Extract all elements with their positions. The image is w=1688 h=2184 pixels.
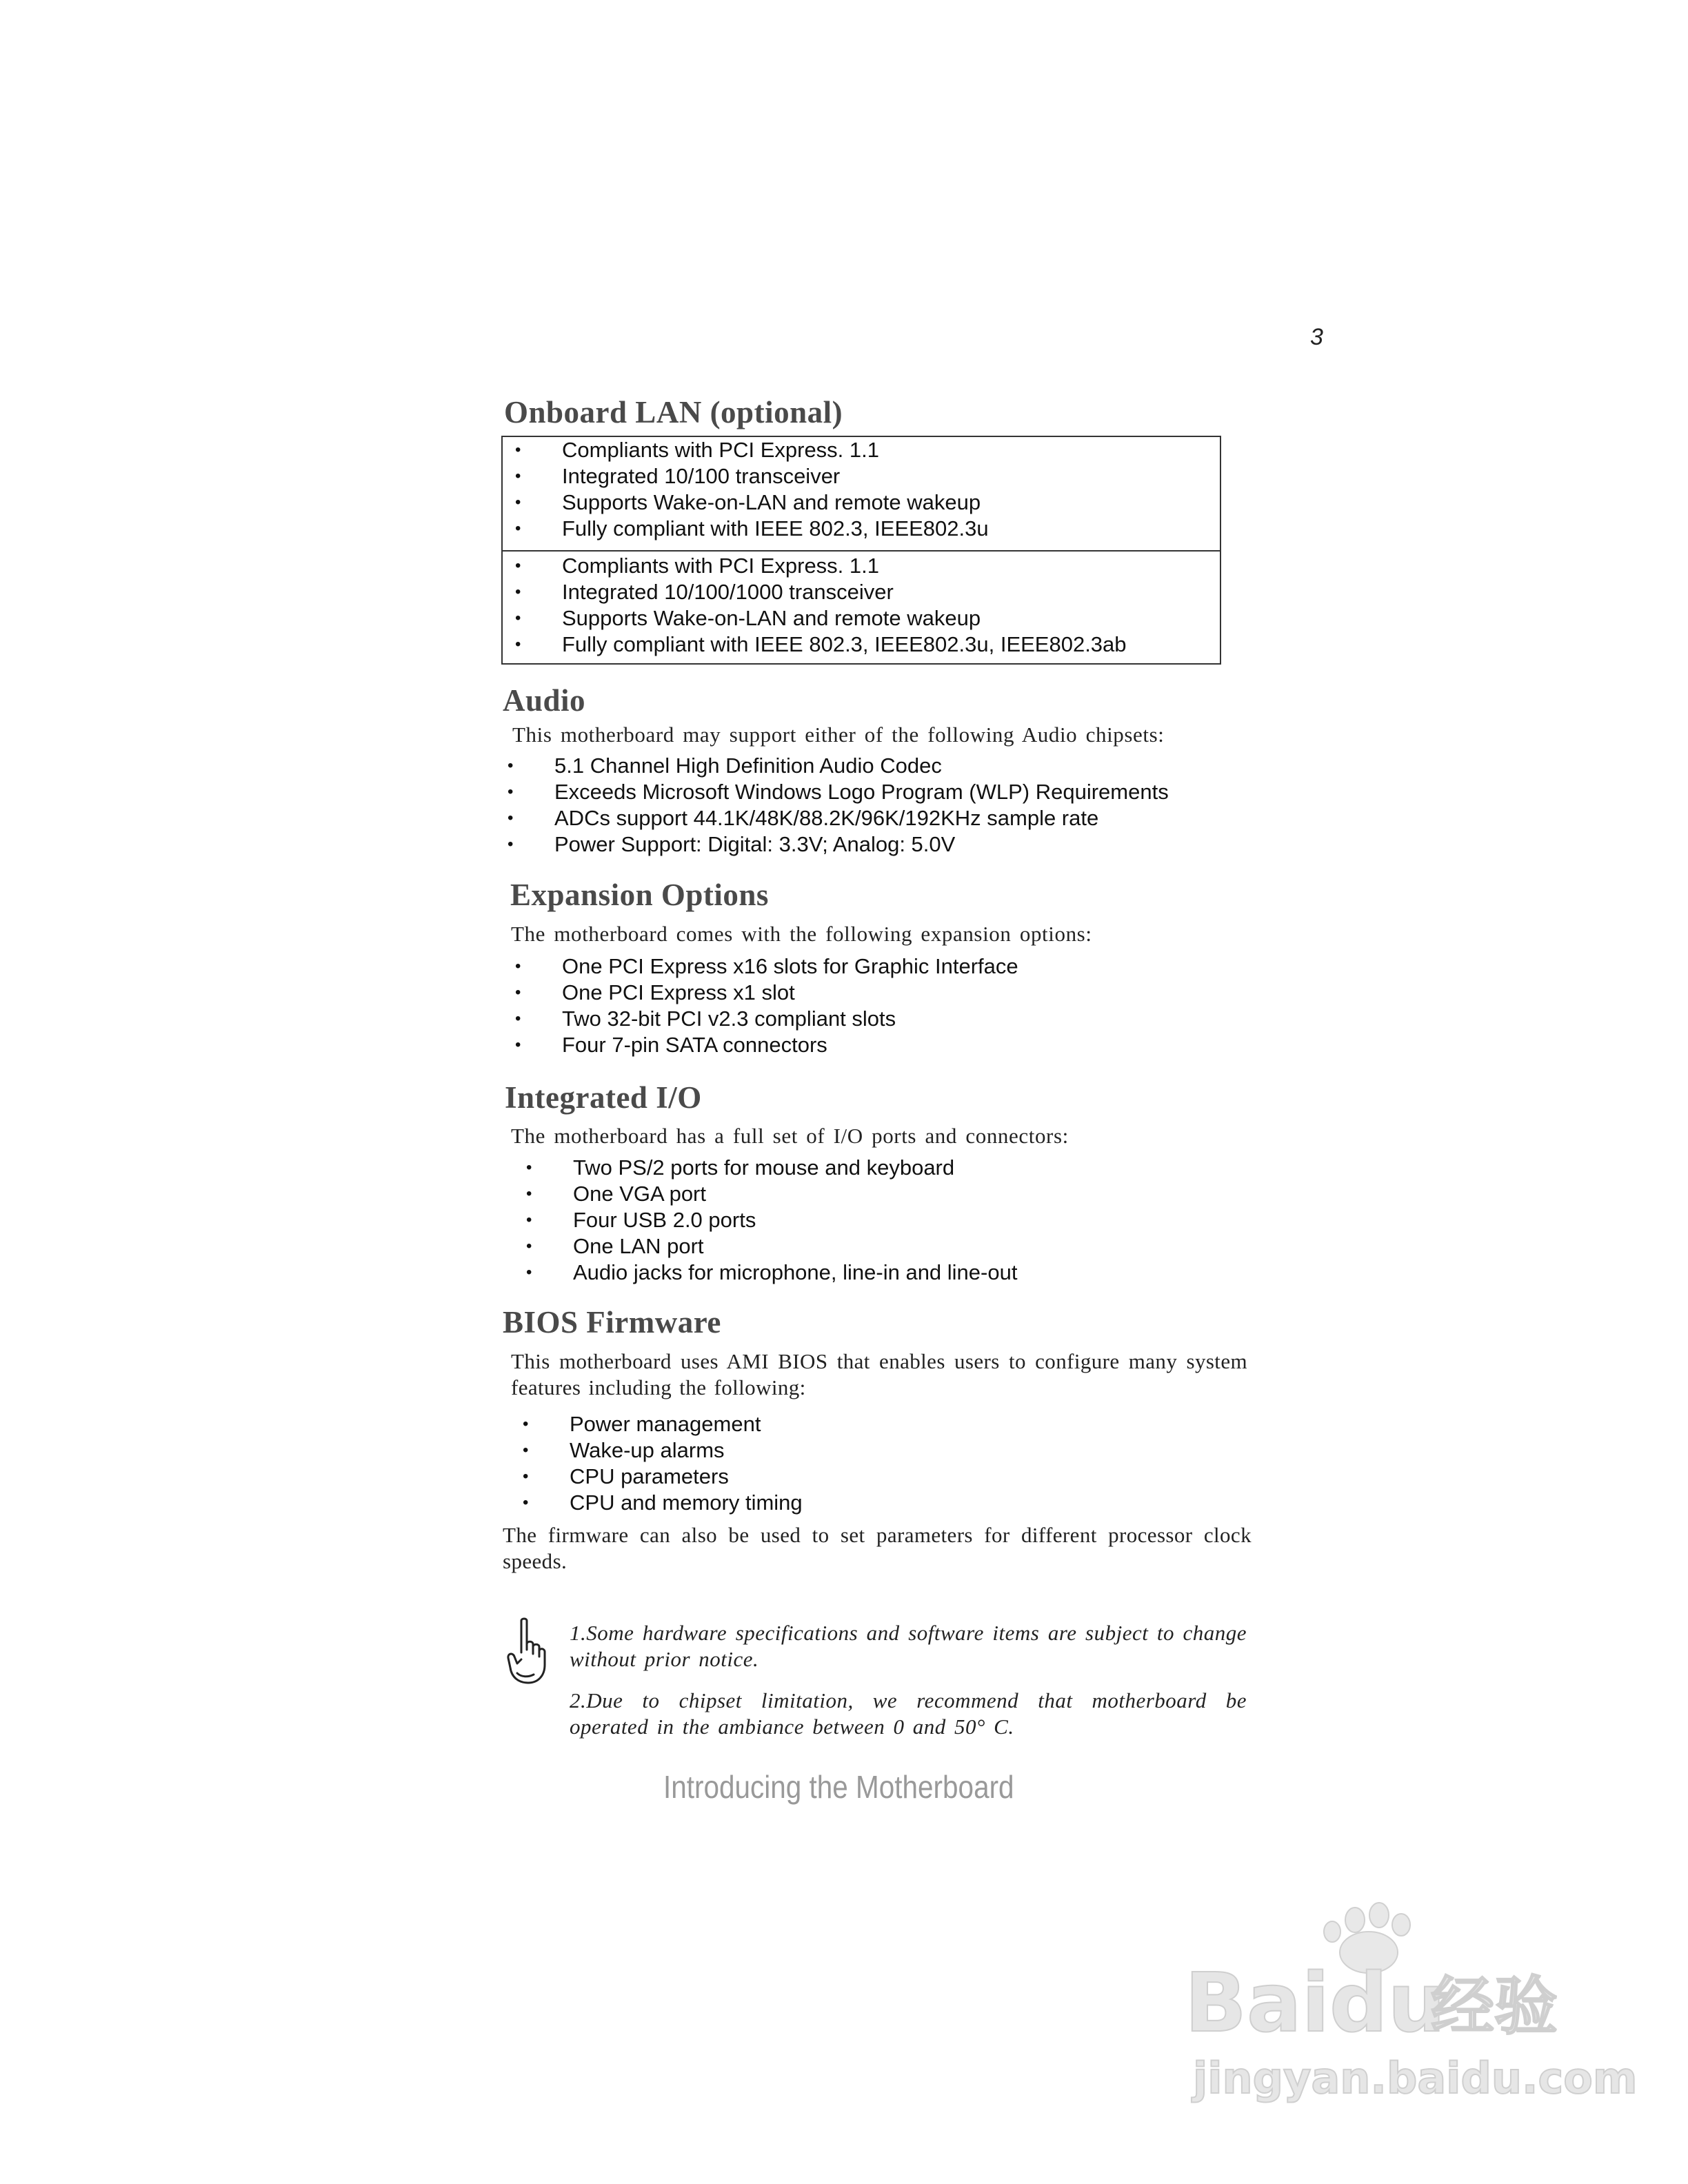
- expansion-list: [562, 953, 1018, 1058]
- io-intro: The motherboard has a full set of I/O ports and connectors:: [511, 1124, 1069, 1148]
- list-item: • Four USB 2.0 ports: [573, 1207, 1017, 1233]
- bios-outro: The firmware can also be used to set parameters for different processor clock speeds.: [503, 1523, 1252, 1573]
- list-item: • ADCs support 44.1K/48K/88.2K/96K/192KHz sample rate: [554, 805, 1169, 831]
- list-item: • Wake-up alarms: [570, 1437, 803, 1464]
- watermark-url: jingyan.baidu.com: [1193, 2053, 1638, 2103]
- list-item: • Supports Wake-on-LAN and remote wakeup: [562, 489, 989, 516]
- list-item: • Two 32-bit PCI v2.3 compliant slots: [562, 1006, 1018, 1032]
- list-item: • Integrated 10/100/1000 transceiver: [562, 579, 1127, 605]
- list-item: • One VGA port: [573, 1181, 1017, 1207]
- section-title-lan: Onboard LAN (optional): [504, 395, 843, 429]
- baidu-jingyan-watermark: [1179, 1903, 1638, 2110]
- list-item: • Integrated 10/100 transceiver: [562, 463, 989, 489]
- audio-intro: This motherboard may support either of the following Audio chipsets:: [512, 722, 1165, 747]
- list-item: • 5.1 Channel High Definition Audio Codec: [554, 753, 1169, 779]
- bios-intro: This motherboard uses AMI BIOS that enables users to configure many system features including the following:: [511, 1349, 1247, 1399]
- list-item: • Four 7-pin SATA connectors: [562, 1032, 1018, 1058]
- list-item: • One PCI Express x16 slots for Graphic Interface: [562, 953, 1018, 980]
- note-1: 1.Some hardware specifications and software items are subject to change without prior notice.: [570, 1621, 1247, 1671]
- list-item: • Audio jacks for microphone, line-in and line-out: [573, 1260, 1017, 1286]
- lan-list-group-1: [562, 437, 989, 542]
- bios-list: [570, 1411, 803, 1516]
- section-title-io: Integrated I/O: [505, 1080, 702, 1115]
- audio-list: [554, 753, 1169, 858]
- io-list: [573, 1155, 1017, 1286]
- list-item: • CPU and memory timing: [570, 1490, 803, 1516]
- lan-table-divider: [503, 550, 1220, 552]
- list-item: • CPU parameters: [570, 1464, 803, 1490]
- watermark-cn: 经验: [1431, 1970, 1558, 2043]
- list-item: • Fully compliant with IEEE 802.3, IEEE802.3u: [562, 516, 989, 542]
- section-title-audio: Audio: [503, 683, 586, 718]
- list-item: • Exceeds Microsoft Windows Logo Program (WLP) Requirements: [554, 779, 1169, 805]
- list-item: • Fully compliant with IEEE 802.3, IEEE802.3u, IEEE802.3ab: [562, 631, 1127, 658]
- watermark-brand: Baidu: [1185, 1955, 1446, 2050]
- list-item: • Two PS/2 ports for mouse and keyboard: [573, 1155, 1017, 1181]
- expansion-intro: The motherboard comes with the following expansion options:: [511, 922, 1092, 946]
- section-title-bios: BIOS Firmware: [503, 1305, 721, 1339]
- section-title-expansion: Expansion Options: [510, 878, 769, 912]
- list-item: • Compliants with PCI Express. 1.1: [562, 553, 1127, 579]
- list-item: • One PCI Express x1 slot: [562, 980, 1018, 1006]
- list-item: • Power Support: Digital: 3.3V; Analog: 5.0V: [554, 831, 1169, 858]
- list-item: • Compliants with PCI Express. 1.1: [562, 437, 989, 463]
- lan-list-group-2: [562, 553, 1127, 658]
- note-2: 2.Due to chipset limitation, we recommend that motherboard be operated in the ambiance between 0 and 50° C.: [570, 1688, 1247, 1739]
- page-number: 3: [1310, 324, 1323, 350]
- pointing-hand-icon: [503, 1617, 552, 1686]
- list-item: • Power management: [570, 1411, 803, 1437]
- list-item: • One LAN port: [573, 1233, 1017, 1260]
- list-item: • Supports Wake-on-LAN and remote wakeup: [562, 605, 1127, 631]
- page-footer: Introducing the Motherboard: [663, 1769, 1014, 1805]
